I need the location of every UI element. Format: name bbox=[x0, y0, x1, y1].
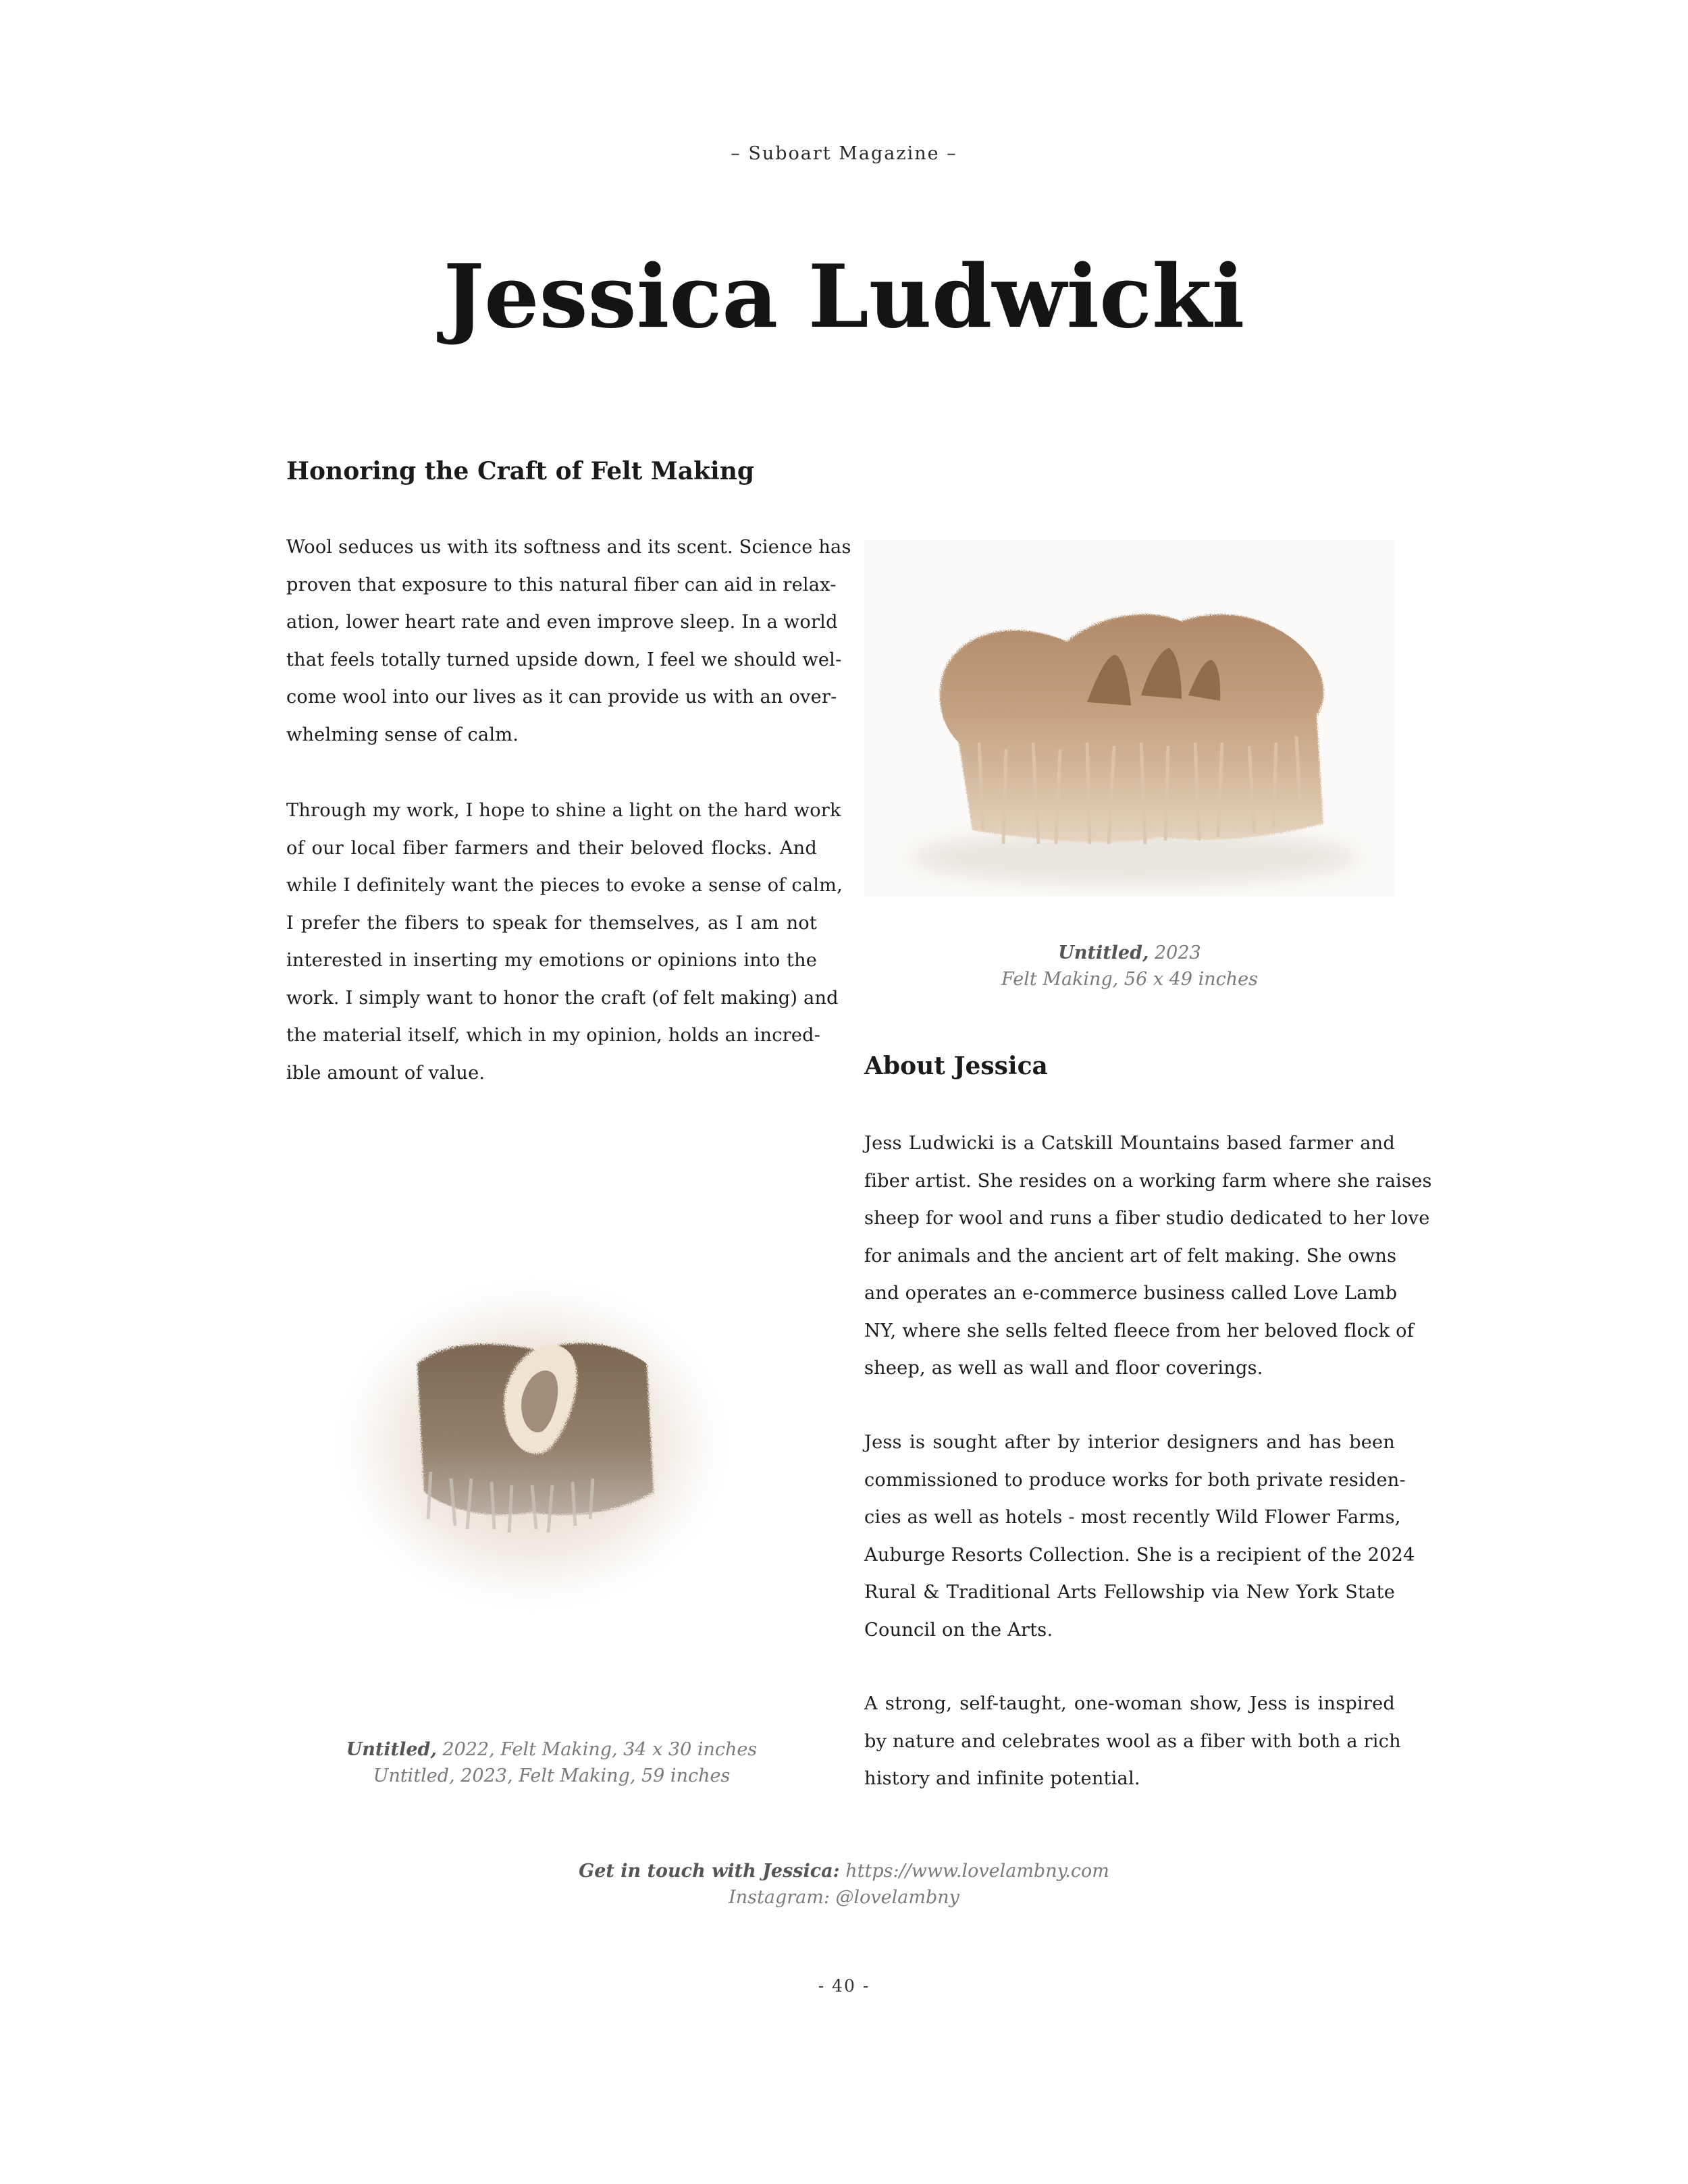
about-paragraph-1 bbox=[864, 1125, 1432, 1387]
text-line: come wool into our lives as it can provide us with an over- bbox=[286, 687, 837, 708]
section-heading-about: About Jessica bbox=[864, 1052, 1048, 1080]
section-heading-craft: Honoring the Craft of Felt Making bbox=[286, 457, 755, 485]
magazine-name: – Suboart Magazine – bbox=[731, 143, 957, 164]
text-line: ation, lower heart rate and even improve sleep. In a world bbox=[286, 612, 838, 633]
page-title: Jessica Ludwicki bbox=[443, 246, 1245, 348]
text-line: that feels totally turned upside down, I feel we should wel- bbox=[286, 649, 842, 670]
text-line: history and infinite potential. bbox=[864, 1768, 1140, 1789]
contact-info bbox=[0, 1858, 1688, 1911]
text-line: for animals and the ancient art of felt making. She owns bbox=[864, 1245, 1397, 1267]
text-line: Jess is sought after by interior designers and has been bbox=[864, 1432, 1395, 1453]
text-line: sheep, as well as wall and floor coverings. bbox=[864, 1358, 1263, 1379]
text-line: cies as well as hotels - most recently Wild Flower Farms, bbox=[864, 1507, 1401, 1528]
text-line: and operates an e-commerce business called Love Lamb bbox=[864, 1283, 1398, 1304]
caption-year: 2023 bbox=[1149, 942, 1201, 963]
text-line: I prefer the fibers to speak for themselves, as I am not bbox=[286, 912, 817, 934]
about-paragraph-2 bbox=[864, 1424, 1415, 1649]
caption-line-2: Felt Making, 56 x 49 inches bbox=[1001, 969, 1258, 990]
caption-line-1 bbox=[864, 940, 1395, 966]
artwork-untitled-2023-image bbox=[864, 540, 1395, 897]
text-line: Wool seduces us with its softness and its scent. Science has bbox=[286, 537, 851, 558]
text-line: ible amount of value. bbox=[286, 1062, 485, 1084]
craft-paragraph-1 bbox=[286, 529, 851, 753]
text-line: proven that exposure to this natural fiber can aid in relax- bbox=[286, 574, 837, 595]
text-line: Rural & Traditional Arts Fellowship via New York State bbox=[864, 1582, 1395, 1603]
text-line: sheep for wool and runs a fiber studio dedicated to her love bbox=[864, 1208, 1430, 1229]
caption-details: 2022, Felt Making, 34 x 30 inches bbox=[436, 1739, 758, 1760]
about-paragraph-3 bbox=[864, 1685, 1401, 1798]
text-line: commissioned to produce works for both private residen- bbox=[864, 1469, 1406, 1491]
contact-line bbox=[0, 1858, 1688, 1884]
text-line: Auburge Resorts Collection. She is a recipient of the 2024 bbox=[864, 1544, 1415, 1566]
text-line: Through my work, I hope to shine a light on the hard work bbox=[286, 800, 841, 821]
text-line: while I definitely want the pieces to evoke a sense of calm, bbox=[286, 875, 843, 896]
text-line: whelming sense of calm. bbox=[286, 724, 519, 745]
artwork-untitled-2022-image bbox=[316, 1269, 748, 1620]
text-line: interested in inserting my emotions or opinions into the bbox=[286, 950, 817, 971]
text-line: A strong, self-taught, one-woman show, Jess is inspired bbox=[864, 1693, 1395, 1714]
instagram-handle[interactable]: Instagram: @lovelambny bbox=[729, 1887, 959, 1908]
artwork-caption-2022 bbox=[286, 1736, 817, 1789]
caption-title: Untitled, bbox=[1058, 942, 1149, 963]
text-line: Jess Ludwicki is a Catskill Mountains based farmer and bbox=[864, 1133, 1395, 1154]
contact-label: Get in touch with Jessica: bbox=[579, 1861, 840, 1882]
website-link[interactable]: https://www.lovelambny.com bbox=[839, 1861, 1109, 1882]
text-line: Council on the Arts. bbox=[864, 1619, 1053, 1641]
caption-title: Untitled, bbox=[346, 1739, 437, 1760]
text-line: of our local fiber farmers and their beloved flocks. And bbox=[286, 837, 817, 859]
caption-line-1 bbox=[286, 1736, 817, 1763]
artwork-caption-2023 bbox=[864, 940, 1395, 992]
text-line: fiber artist. She resides on a working farm where she raises bbox=[864, 1170, 1432, 1192]
text-line: NY, where she sells felted fleece from her beloved flock of bbox=[864, 1320, 1414, 1341]
craft-paragraph-2 bbox=[286, 792, 843, 1092]
text-line: by nature and celebrates wool as a fiber with both a rich bbox=[864, 1730, 1401, 1752]
text-line: the material itself, which in my opinion, holds an incred- bbox=[286, 1025, 821, 1046]
text-line: work. I simply want to honor the craft (of felt making) and bbox=[286, 987, 839, 1009]
page-number: - 40 - bbox=[818, 1976, 870, 1996]
caption-line-2: Untitled, 2023, Felt Making, 59 inches bbox=[373, 1765, 731, 1786]
